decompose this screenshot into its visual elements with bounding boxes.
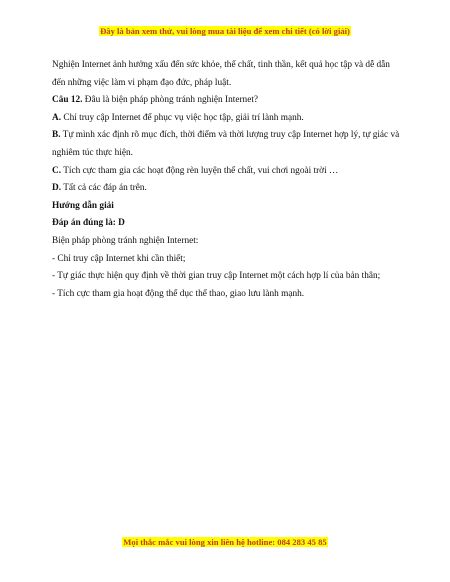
option-letter: B. [52, 130, 61, 141]
explanation-line: - Tích cực tham gia hoạt động thể dục thể thao, giao lưu lành mạnh. [52, 288, 305, 299]
explanation-line: Biện pháp phòng tránh nghiện Internet: [52, 235, 199, 246]
explanation-line: - Tự giác thực hiện quy định về thời gian truy cập Internet một cách hợp lí của bản thân; [52, 271, 381, 282]
solution-heading: Hướng dẫn giải [52, 200, 114, 211]
option-a [52, 110, 402, 128]
option-c [52, 163, 402, 181]
question-label: Câu 12. [52, 95, 83, 106]
option-text: Tích cực tham gia các hoạt động rèn luyện thể chất, vui chơi ngoài trời … [61, 165, 339, 176]
option-d [52, 180, 402, 198]
question [52, 92, 402, 110]
option-letter: A. [52, 112, 62, 123]
intro-paragraph: Nghiện Internet ảnh hưởng xấu đến sức khỏe, thể chất, tinh thần, kết quả học tập và dễ dẫn đến những việc làm vi phạm đạo đức, pháp luật. [52, 60, 390, 88]
header-notice-text: Đây là bản xem thử, vui lòng mua tài liệu để xem chi tiết (có lời giải) [100, 26, 350, 36]
answer-line: Đáp án đúng là: D [52, 218, 125, 229]
footer-notice [0, 537, 450, 547]
footer-notice-text: Mọi thắc mắc vui lòng xin liên hệ hotline: 084 283 45 85 [123, 537, 327, 547]
option-text: Tất cả các đáp án trên. [61, 183, 147, 194]
explanation-line: - Chỉ truy cập Internet khi cần thiết; [52, 253, 186, 264]
document-body [52, 57, 402, 303]
question-text: Đâu là biện pháp phòng tránh nghiện Internet? [82, 95, 259, 106]
option-letter: D. [52, 183, 62, 194]
option-text: Tự mình xác định rõ mục đích, thời điểm và thời lượng truy cập Internet hợp lý, tự giác và nghiêm túc thực hiện. [52, 130, 400, 158]
option-letter: C. [52, 165, 62, 176]
header-notice [0, 26, 450, 36]
option-b [52, 127, 402, 162]
option-text: Chỉ truy cập Internet để phục vụ việc học tập, giải trí lành mạnh. [61, 112, 304, 123]
